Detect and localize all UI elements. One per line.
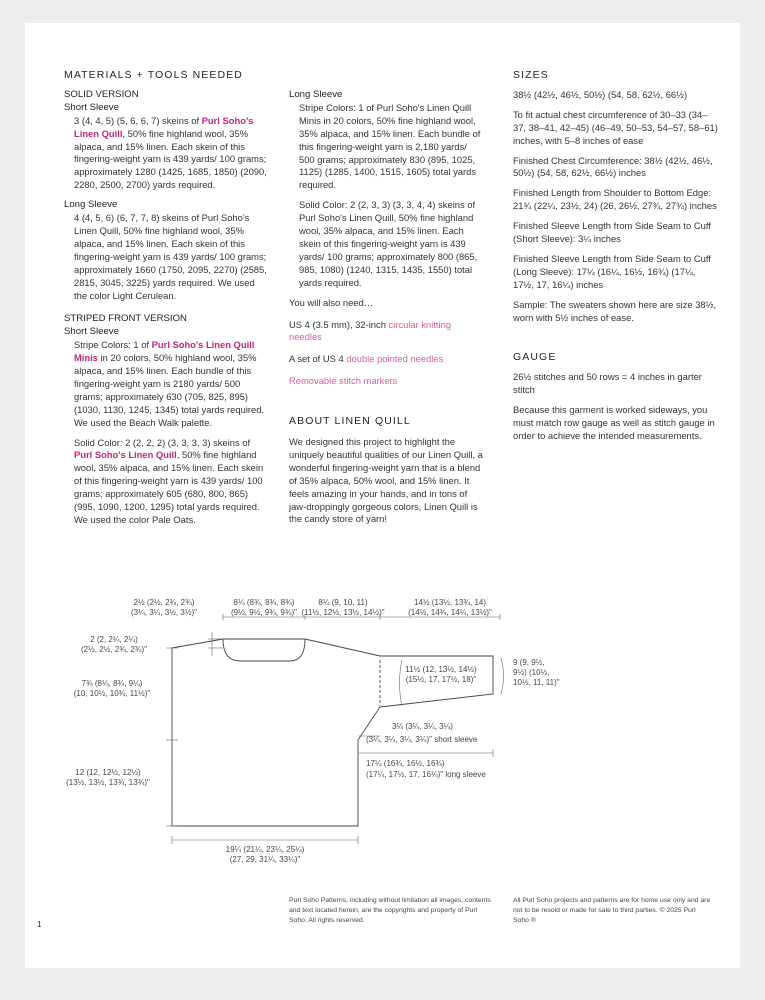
striped-short-stripe-text: Stripe Colors: 1 of Purl Soho's Linen Quill Minis in 20 colors, 50% highland wool, 35% alpaca, and 15% linen. Each bundle of this fingering-weight yarn is 2180 yards/ 500 grams; approximately 630 (705, 825, 895) (1030, 1130, 1245, 1345) total yards required. We used the Beach Walk palette.: [74, 339, 265, 428]
linen-quill-link-2[interactable]: Purl Soho's Linen Quill: [74, 449, 177, 461]
circular-needles-link[interactable]: circular knitting needles: [289, 318, 452, 343]
circular-needles-item: US 4 (3.5 mm), 32-inch circular knitting needles: [289, 318, 452, 343]
dpn-item: A set of US 4 double pointed needles: [289, 353, 444, 365]
short-sleeve-label: (3¼, 3¼, 3¼, 3¼)" short sleeve: [366, 735, 478, 744]
cuff-label: 9½) (10½,: [513, 668, 550, 677]
materials-heading: MATERIALS + TOOLS NEEDED: [64, 69, 243, 81]
solid-version-title: SOLID VERSION: [64, 88, 139, 100]
sizes-heading: SIZES: [513, 69, 549, 81]
markers-link[interactable]: Removable stitch markers: [289, 375, 398, 387]
solid-short-text: 3 (4, 4, 5) (5, 6, 6, 7) skeins of Purl Soho's Linen Quill, 50% fine highland wool, 35% alpaca, and 15% linen. Each skein of this fingering-weight yarn is 439 yards/ 100 grams; approximately 1280 (1425, 1685, 1850) (2090, 2280, 2500, 2700) yards required.: [74, 114, 267, 191]
also-need-text: You will also need…: [289, 296, 374, 308]
cuff-label: 10½, 11, 11)": [513, 678, 560, 687]
width-label: 19¼ (21¼, 23¼, 25¼): [225, 845, 305, 854]
sleeve-top-label: (14½, 14¾, 14¼, 13½)": [408, 608, 492, 617]
solid-long-text: 4 (4, 5, 6) (6, 7, 7, 8) skeins of Purl Soho's Linen Quill, 50% fine highland wool, 35% alpaca, and 15% linen. Each skein of this fingering-weight yarn is 439 yards/ 100 grams; approximately 1660 (1750, 2095, 2270) (2585, 2815, 3045, 3225) yards required. We used the color Light Cerulean.: [74, 212, 267, 301]
linen-quill-link[interactable]: Purl Soho's Linen Quill: [74, 114, 254, 139]
size-item: Finished Chest Circumference: 38½ (42½, 46½, 50½) (54, 58, 62½, 66½) inches: [513, 154, 713, 179]
size-item: Finished Sleeve Length from Side Seam to Cuff (Short Sleeve): 3¼ inches: [513, 220, 711, 245]
copyright-notice: Purl Soho Patterns, including without limitation all images, contents and text located herein, are the copyrights and property of Purl Soho. All rights reserved.: [289, 897, 491, 924]
striped-long-solid-text: Solid Color: 2 (2, 3, 3) (3, 3, 4, 4) skeins of Purl Soho's Linen Quill, 50% fine highland wool, 35% alpaca, and 15% linen. Each skein of this fingering-weight yarn is 439 yards/ 100 grams; approximately 800 (865, 985, 1080) (1240, 1315, 1435, 1550) total yards required.: [299, 199, 478, 288]
armhole-label: 7¾ (8¼, 8¾, 9¼): [81, 679, 143, 688]
body-length-label: 12 (12, 12½, 12½): [75, 768, 141, 777]
striped-version-title: STRIPED FRONT VERSION: [64, 313, 187, 325]
gauge-item: Because this garment is worked sideways, you must match row gauge as well as stitch gauge in order to achieve the intended measurements.: [513, 404, 715, 442]
upper-arm-label: (15½, 17, 17½, 18)": [405, 675, 477, 684]
linen-quill-minis-link[interactable]: Purl Soho's Linen Quill Minis: [74, 339, 255, 364]
shoulder-width-label: 8¼ (9, 10, 11): [318, 598, 368, 607]
about-heading: ABOUT LINEN QUILL: [289, 415, 411, 428]
solid-long-title: Long Sleeve: [64, 199, 118, 211]
shoulder-drop-label: (2½, 2½, 2¾, 2¾)": [81, 645, 147, 654]
size-item: Finished Sleeve Length from Side Seam to Cuff (Long Sleeve): 17¼ (16¼, 16½, 16¾) (17¼, 17½, 17, 16¼) inches: [513, 252, 711, 290]
page-number: 1: [37, 920, 42, 929]
size-item: Sample: The sweaters shown here are size 38½, worn with 5½ inches of ease.: [513, 298, 717, 323]
about-text: We designed this project to highlight the uniquely beautiful qualities of our Linen Quill, a wonderful fingering-weight yarn that is a blend of 35% alpaca, 50% wool, and 15% linen. It feels amazing in your hands, and in tons of jaw-droppingly gorgeous colors, Linen Quill is the candy store of yarn!: [289, 436, 483, 525]
striped-long-title: Long Sleeve: [289, 89, 343, 100]
neck-drop-label: (3¼, 3¼, 3½, 3½)": [131, 608, 197, 617]
upper-arm-label: 11½ (12, 13½, 14½): [405, 665, 477, 674]
size-item: 38½ (42½, 46½, 50½) (54, 58, 62½, 66½): [513, 88, 688, 100]
width-label: (27, 29, 31¼, 33¼)": [229, 855, 301, 864]
long-sleeve-label: 17¼ (16¾, 16½, 16¾): [366, 759, 445, 768]
sleeve-top-label: 14½ (13½, 13¾, 14): [413, 598, 487, 607]
armhole-label: (10, 10½, 10¾, 11½)": [73, 689, 151, 698]
striped-short-solid-text: Solid Color: 2 (2, 2, 2) (3, 3, 3, 3) skeins of Purl Soho's Linen Quill, 50% fine highland wool, 35% alpaca, and 15% linen. Each skein of this fingering-weight yarn is 439 yards/ 100 grams; approximately 605 (680, 800, 865) (995, 1090, 1200, 1295) total yards required. We used the color Pale Oats.: [74, 436, 264, 525]
dpn-link[interactable]: double pointed needles: [346, 353, 444, 365]
long-sleeve-label: (17¼, 17½, 17, 16¼)" long sleeve: [366, 770, 486, 779]
gauge-heading: GAUGE: [513, 350, 557, 363]
neckline: [223, 639, 305, 661]
size-item: Finished Length from Shoulder to Bottom Edge: 21¾ (22¼, 23½, 24) (26, 26½, 27¾, 27¾) inches: [513, 187, 717, 212]
neck-drop-label: 2½ (2½, 2¾, 2¾): [133, 598, 195, 607]
gauge-item: 26½ stitches and 50 rows = 4 inches in garter stitch: [513, 371, 702, 396]
shoulder-drop-label: 2 (2, 2¼, 2¼): [90, 635, 138, 644]
striped-long-stripe-text: Stripe Colors: 1 of Purl Soho's Linen Quill Minis in 20 colors, 50% fine highland wool, 35% alpaca, and 15% linen. Each bundle of this fingering-weight yarn is 2,180 yards/ 500 grams; approximately 830 (895, 1025, 1125) (1285, 1400, 1515, 1605) total yards required.: [299, 101, 481, 191]
size-item: To fit actual chest circumference of 30–33 (34–37, 38–41, 42–45) (46–49, 50–53, 54–57, 58–61) inches, with 5–8 inches of ease: [513, 108, 718, 146]
shoulder-width-label: (11½, 12½, 13½, 14½)": [301, 608, 385, 617]
striped-short-title: Short Sleeve: [64, 326, 119, 338]
home-use-notice: All Purl Soho projects and patterns are for home use only and are not to be resold or made for sale to third parties. © 2025 Purl Soho ®: [513, 897, 711, 924]
short-sleeve-label: 3¼ (3¼, 3¼, 3¼): [392, 722, 453, 731]
body-length-label: (13½, 13½, 13¾, 13¾)": [66, 778, 150, 787]
neck-width-label: (9½, 9½, 9¾, 9¾)": [231, 608, 297, 617]
neck-width-label: 8¼ (8¾, 8¾, 8¾): [233, 598, 295, 607]
cuff-label: 9 (9, 9½,: [513, 658, 545, 667]
solid-short-title: Short Sleeve: [64, 101, 119, 113]
